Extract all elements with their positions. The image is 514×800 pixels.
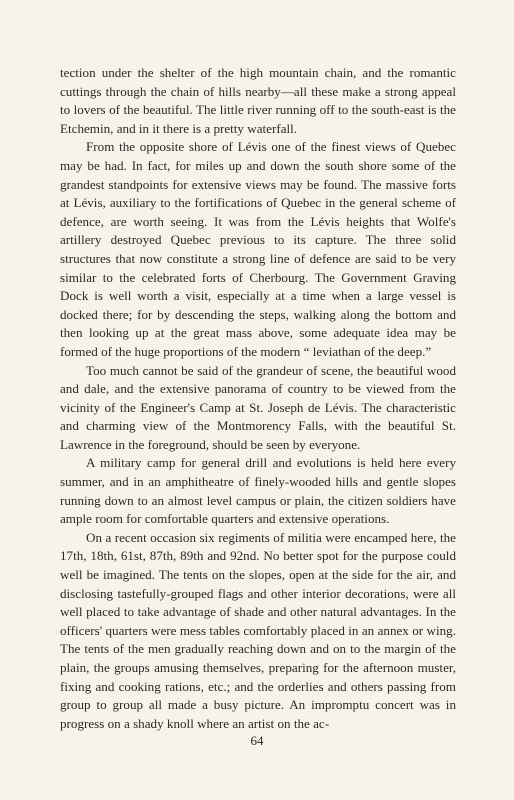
paragraph-levis-views: From the opposite shore of Lévis one of the finest views of Quebec may be had. In fact, for miles up and down the south shore some of the grandest standpoints for extensive views may be found. The massive forts at Lévis, auxiliary to the fortifications of Quebec in the general scheme of defence, are worth seeing. It was from the Lévis heights that Wolfe's artillery destroyed Quebec previous to its capture. The three solid structures that now constitute a strong line of defence are said to be very similar to the celebrated forts of Cherbourg. The Government Graving Dock is well worth a visit, especially at a time when a large vessel is docked there; for by descending the steps, walking along the bottom and then looking up at the great mass above, some adequate idea may be formed of the huge proportions of the modern “ leviathan of the deep.” xyxy=(60,139,456,359)
page-number: 64 xyxy=(250,733,264,748)
paragraph-regiments: On a recent occasion six regiments of militia were encamped here, the 17th, 18th, 61st, 87th, 89th and 92nd. No better spot for the purpose could well be imagined. The tents on the slopes, open at the side for the air, and disclosing tastefully-grouped flags and other interior decorations, were all well placed to take advantage of shade and other natural advantages. In the officers' quarters were mess tables comfortably placed in an annex or wing. The tents of the men gradually reaching down and on to the margin of the plain, the groups amusing themselves, preparing for the afternoon muster, fixing and cooking rations, etc.; and the orderlies and others passing from group to group all made a busy picture. An impromptu concert was in progress on a shady knoll where an artist on the ac- xyxy=(60,529,456,731)
paragraph-continued: tection under the shelter of the high mountain chain, and the romantic cuttings through the chain of hills nearby—all these make a strong appeal to lovers of the beautiful. The little river running off to the south-east is the Etchemin, and in it there is a pretty waterfall. xyxy=(60,65,456,136)
paragraph-military-camp: A military camp for general drill and evolutions is held here every summer, and in an amphitheatre of finely-wooded hills and gentle slopes running down to an almost level campus or plain, the citizen soldiers have ample room for comfortable quarters and extensive operations. xyxy=(60,455,456,527)
paragraph-panorama: Too much cannot be said of the grandeur of scene, the beautiful wood and dale, and the extensive panorama of country to be viewed from the vicinity of the Engineer's Camp at St. Joseph de Lévis. The characteristic and charming view of the Montmorency Falls, with the beautiful St. Lawrence in the foreground, should be seen by everyone. xyxy=(60,362,456,452)
body-text xyxy=(60,64,456,733)
